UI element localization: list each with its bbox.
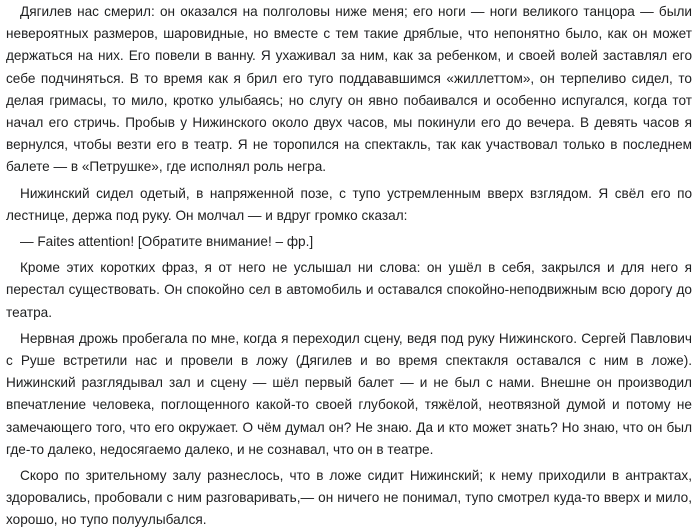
paragraph-3: — Faites attention! [Обратите внимание! – фр.] bbox=[20, 234, 314, 250]
paragraph-2: Нижинский сидел одетый, в напряженной позе, с тупо устремленным вверх взглядом. Я свёл его по лестнице, держа под руку. Он молчал — и вдруг громко сказал: bbox=[6, 185, 692, 223]
paragraph-6: Скоро по зрительному залу разнеслось, что в ложе сидит Нижинский; к нему приходили в антрактах, здоровались, пробовали с ним разговаривать,— он ничего не понимал, тупо смотрел куда-то вверх и мило, хорошо, но тупо полуулыбался. bbox=[6, 468, 692, 528]
paragraph-4: Кроме этих коротких фраз, я от него не услышал ни слова: он ушёл в себя, закрылся и для него я перестал существовать. Он спокойно сел в автомобиль и оставался спокойно-неподвижным всю дорогу до театра. bbox=[6, 260, 692, 320]
paragraph-1: Дягилев нас смерил: он оказался на полголовы ниже меня; его ноги — ноги великого танцора — были невероятных размеров, шаровидные, но вместе с тем такие дряблые, что непонятно было, как он может держаться на них. Его повели в ванну. Я ухаживал за ним, как за ребенком, и своей волей заставлял его себе подчиняться. В то время как я брил его туго поддававшимся «жиллеттом», он терпеливо сидел, то делая гримасы, то мило, кротко улыбаясь; но слугу он явно побаивался и особенно испугался, когда тот начал его стричь. Пробыв у Нижинского около двух часов, мы покинули его до вечера. В девять часов я вернулся, чтобы везти его в театр. Я не торопился на спектакль, так как участвовал только в последнем балете — в «Петрушке», где исполнял роль негра. bbox=[6, 4, 692, 175]
paragraph-5: Нервная дрожь пробегала по мне, когда я переходил сцену, ведя под руку Нижинского. Сергей Павлович с Руше встретили нас и провели в ложу (Дягилев и во время спектакля оставался с ним в ложе). Нижинский разглядывал зал и сцену — шёл первый балет — и не был с нами. Внешне он производил впечатление человека, поглощенного какой-то своей глубокой, тяжёлой, неотвязной думой и потому не замечающего того, что его окружает. О чём думал он? Не знаю. Да и кто может знать? Но знаю, что он был где-то далеко, недосягаемо далеко, и не сознавал, что он в театре. bbox=[6, 330, 692, 457]
